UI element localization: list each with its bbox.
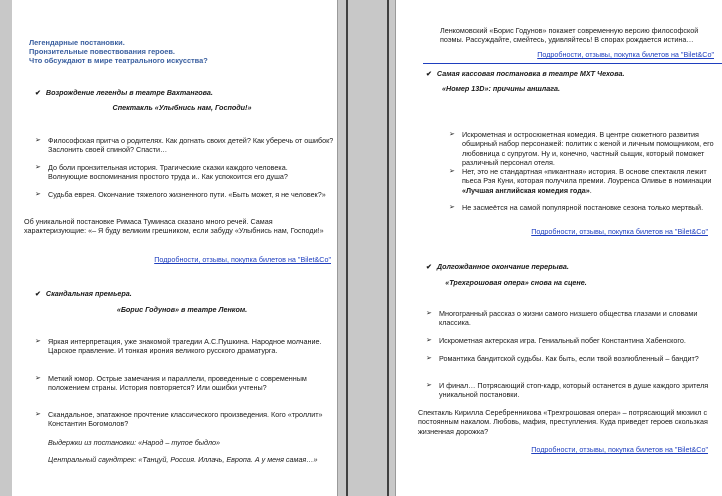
list-item: ➢ Скандальное, эпатажное прочтение классического произведения. Кого «троллит» Константин Богомолов? xyxy=(35,410,333,429)
section-heading-vakhtangov: ✔ Возрождение легенды в театре Вахтангова. xyxy=(35,88,331,98)
left-page xyxy=(12,0,338,496)
section-subheading-threepenny: «Трехгрошовая опера» снова на сцене. xyxy=(445,278,587,287)
list-item: ➢ Меткий юмор. Острые замечания и параллели, проведенные с современным положением страны. История повторяется? Или ошибки учтены? xyxy=(35,374,333,393)
list-item: ➢ И финал… Потрясающий стоп-кадр, который останется в душе каждого зрителя уникальной постановки. xyxy=(426,381,722,400)
list-item: ➢ Яркая интерпретация, уже знакомой трагедии А.С.Пушкина. Народное молчание. Царское правление. И тонкая ирония великого русского драматурга. xyxy=(35,337,333,356)
section-heading-mxt: ✔ Самая кассовая постановка в театре МХТ Чехова. xyxy=(426,69,716,79)
quote-line: Центральный саундтрек: «Танцуй, Россия. Иллачь, Европа. А у меня самая…» xyxy=(48,455,318,464)
intro-line: Легендарные постановки. xyxy=(29,38,125,47)
tickets-link[interactable]: Подробности, отзывы, покупка билетов на "Bilet&Co" xyxy=(531,445,708,454)
section-paragraph: Спектакль Кирилла Серебренникова «Трехгрошовая опера» – потрясающий мюзикл с постоянным накалом. Любовь, мафия, преступления. Куда приведет героев скользкая жизненная дорожка? xyxy=(418,408,708,436)
section-heading-scandal: ✔ Скандальная премьера. xyxy=(35,289,331,299)
list-item: ➢ Романтика бандитской судьбы. Как быть, если твой возлюбленный – бандит? xyxy=(426,354,722,363)
page-gutter-right xyxy=(387,0,389,496)
list-item: ➢ Судьба еврея. Окончание тяжелого жизненного пути. «Быть может, я не человек?» xyxy=(35,190,335,199)
tickets-link[interactable]: Подробности, отзывы, покупка билетов на "Bilet&Co" xyxy=(537,50,714,59)
tickets-link[interactable]: Подробности, отзывы, покупка билетов на "Bilet&Co" xyxy=(531,227,708,236)
intro-line: Пронзительные повествования героев. xyxy=(29,47,175,57)
section-subheading-ulybnis: Спектакль «Улыбнись нам, Господи!» xyxy=(112,103,252,112)
award-name: «Лучшая английская комедия года» xyxy=(462,185,590,195)
list-item: ➢ До боли пронзительная история. Трагические сказки каждого человека. Волнующие воспоминания простого труда и.. Как успокоится его душа? xyxy=(35,163,325,182)
tickets-link[interactable]: Подробности, отзывы, покупка билетов на "Bilet&Co" xyxy=(154,255,331,264)
list-item: ➢ Философская притча о родителях. Как догнать своих детей? Как уберечь от ошибок? Заслонить своей спиной? Спасти… xyxy=(35,136,335,155)
section-subheading-13d: «Номер 13D»: причины аншлага. xyxy=(442,84,561,93)
intro-line: Что обсуждают в мире театрального искусства? xyxy=(29,56,208,66)
section-paragraph: Об уникальной постановке Римаса Туминаса сказано много речей. Самая характеризующие: «– Я буду великим грешником, если забуду «Улыбнись нам, Господи!» xyxy=(24,217,324,236)
page-gutter-left xyxy=(346,0,348,496)
list-item xyxy=(449,167,719,195)
list-item: ➢ Многогранный рассказ о жизни самого низшего общества глазами и словами классика. xyxy=(426,309,722,328)
list-item: ➢ Искрометная актерская игра. Гениальный побег Константина Хабенского. xyxy=(426,336,722,345)
list-item: ➢ Искрометная и остросюжетная комедия. В центре сюжетного развития обширный набор персонажей: политик с женой и личным помощником, его любовница с супругом. Ну и, конечно, частный сыщик, который поможет различный персонал отеля. xyxy=(449,130,722,168)
list-item: ➢ Не засмеётся на самой популярной постановке сезона только мертвый. xyxy=(449,203,711,212)
section-subheading-godunov: «Борис Годунов» в театре Ленком. xyxy=(116,305,248,314)
intro-block xyxy=(29,38,329,66)
right-page xyxy=(395,0,722,496)
quote-line: Выдержки из постановки: «Народ – тупое быдло» xyxy=(48,438,221,447)
list-item-text: Нет, это не стандартная «пикантная» история. В основе спектакля лежит пьеса Рэя Куни, которая получила премии. Лоуренса Оливье в номинации xyxy=(462,167,712,186)
section-heading-pause: ✔ Долгожданное окончание перерыва. xyxy=(426,262,716,272)
divider-line xyxy=(423,63,722,64)
list-item-text: . xyxy=(589,185,592,195)
continued-text: Ленкомовский «Борис Годунов» покажет современную версию философской поэмы. Рассуждайте, смейтесь, удивляйтесь! В спорах рождается истина… xyxy=(440,26,699,45)
